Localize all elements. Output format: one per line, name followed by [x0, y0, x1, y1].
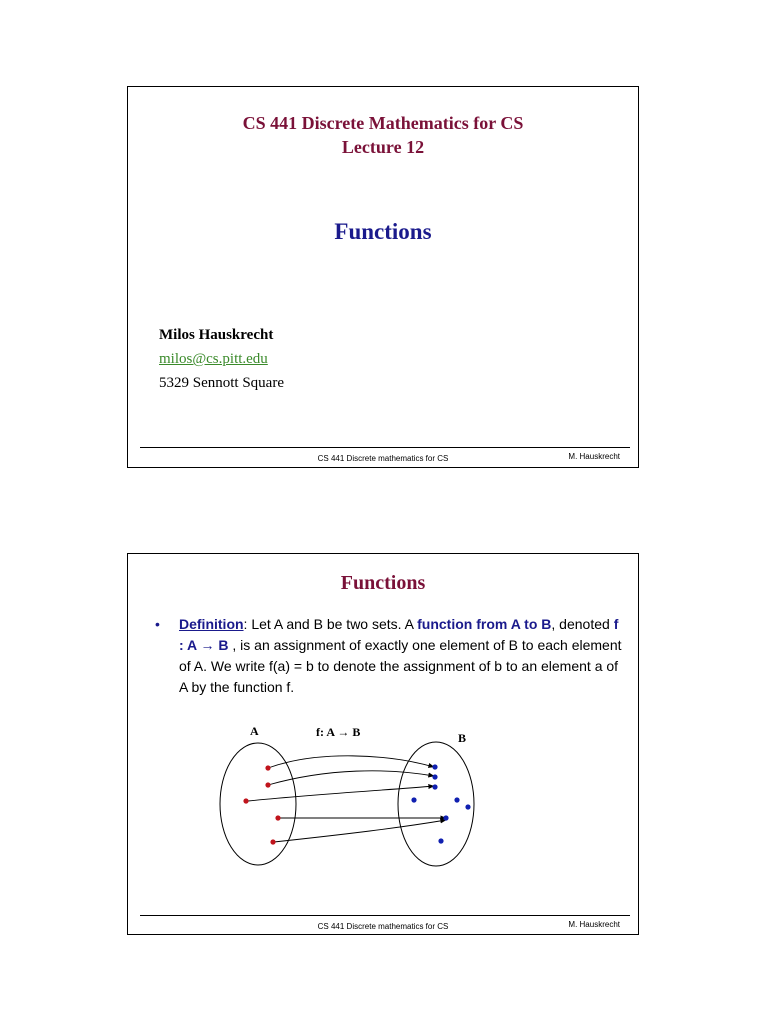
- definition-slide: [127, 553, 639, 935]
- codomain-point: [432, 784, 437, 789]
- email-link[interactable]: milos@cs.pitt.edu: [159, 351, 268, 367]
- slide-heading: Functions: [334, 219, 432, 244]
- function-term: function from A to B: [417, 616, 552, 632]
- definition-part-a: : Let A and B be two sets. A: [243, 616, 418, 632]
- codomain-point: [411, 797, 416, 802]
- course-title: [128, 111, 638, 159]
- codomain-points: [411, 764, 470, 843]
- mapping-arrow: [248, 786, 434, 801]
- slide-heading: Functions: [340, 572, 426, 594]
- title-slide: [127, 86, 639, 468]
- codomain-point: [438, 838, 443, 843]
- function-notation: f : A → B: [179, 616, 619, 653]
- definition-part-c: , is an assignment of exactly one element of B to each element of A. We write f(a) = b to denote the assignment of b to an element a of A by the function f.: [179, 637, 622, 695]
- definition-label: Definition: [179, 616, 244, 632]
- office-location: 5329 Sennott Square: [159, 375, 284, 391]
- footer-author: M. Hauskrecht: [568, 920, 620, 929]
- mapping-label: f: A → B: [316, 725, 361, 739]
- course-title-line1: CS 441 Discrete Mathematics for CS: [242, 113, 524, 133]
- codomain-point: [454, 797, 459, 802]
- domain-point: [265, 782, 270, 787]
- set-a-label: A: [250, 724, 259, 738]
- codomain-point: [465, 804, 470, 809]
- bullet-icon: •: [155, 616, 160, 632]
- codomain-set-ellipse: [398, 742, 474, 866]
- lecture-number: Lecture 12: [341, 137, 425, 157]
- footer-divider: [140, 915, 630, 916]
- footer-divider: [140, 447, 630, 448]
- author-name: Milos Hauskrecht: [159, 327, 274, 343]
- codomain-point: [432, 774, 437, 779]
- domain-point: [243, 798, 248, 803]
- codomain-point: [443, 815, 448, 820]
- codomain-point: [432, 764, 437, 769]
- definition-part-b: , denoted: [551, 616, 614, 632]
- domain-points: [243, 765, 280, 844]
- domain-set-ellipse: [220, 743, 296, 865]
- mapping-arrow: [268, 756, 434, 768]
- domain-point: [270, 839, 275, 844]
- domain-point: [265, 765, 270, 770]
- domain-point: [275, 815, 280, 820]
- footer-course: CS 441 Discrete mathematics for CS: [317, 922, 449, 931]
- author-block: [159, 323, 284, 395]
- function-mapping-diagram: [128, 554, 640, 936]
- footer-course: CS 441 Discrete mathematics for CS: [317, 454, 449, 463]
- footer-author: M. Hauskrecht: [568, 452, 620, 461]
- mapping-arrow: [274, 820, 446, 842]
- set-b-label: B: [458, 731, 467, 745]
